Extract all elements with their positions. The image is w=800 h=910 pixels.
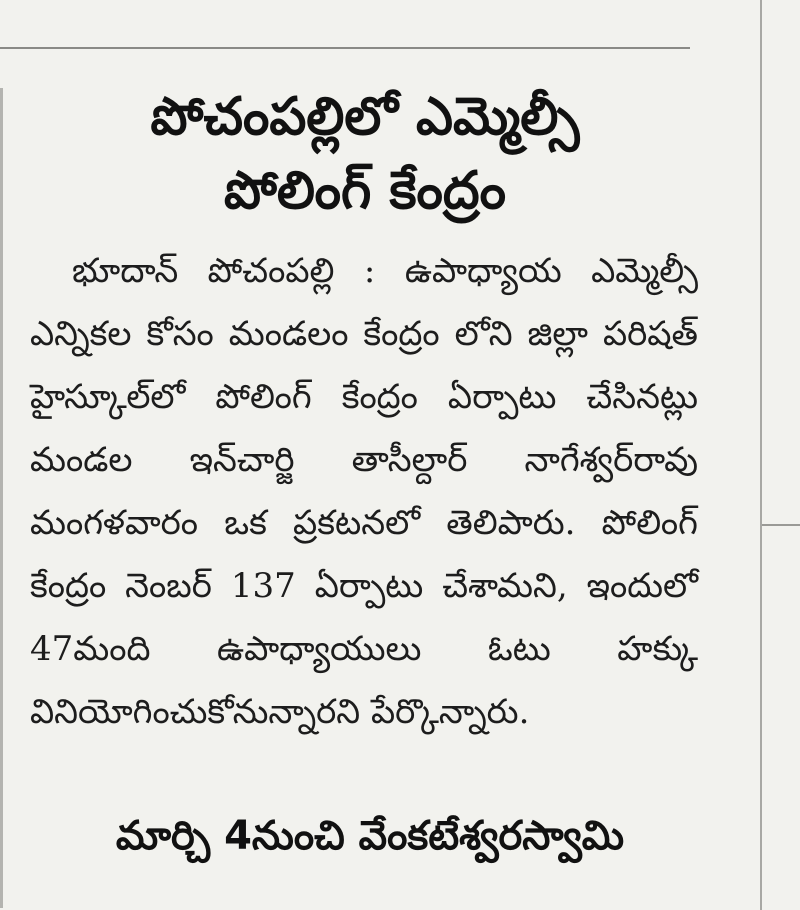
article-headline-line1: పోచంపల్లిలో ఎమ్మెల్సీ [150, 87, 580, 147]
next-article-headline: మార్చి 4నుంచి వేంకటేశ్వరస్వామి [115, 813, 625, 859]
article-body: భూదాన్ పోచంపల్లి : ఉపాధ్యాయ ఎమ్మెల్సీ ఎన్నికల కోసం మండలం కేంద్రం లోని జిల్లా పరిషత్ హైస్కూల్‌లో పోలింగ్ కేంద్రం ఏర్పాటు చేసినట్లు మండల ఇన్‌చార్జి తాసీల్దార్ నాగేశ్వర్‌రావు మంగళవారం ఒక ప్రకటనలో తెలిపారు. పోలింగ్ కేంద్రం నెంబర్ 137 ఏర్పాటు చేశామని, ఇందులో 47మంది ఉపాధ్యాయులు ఓటు హక్కు వినియోగించుకోనున్నారని పేర్కొన్నారు. [30, 251, 698, 732]
column-border-left [0, 88, 3, 908]
section-divider-top [0, 47, 690, 49]
article-headline-line2: పోలింగ్ కేంద్రం [223, 161, 506, 221]
adjacent-column-divider [762, 524, 800, 526]
column-border-right [760, 0, 762, 910]
